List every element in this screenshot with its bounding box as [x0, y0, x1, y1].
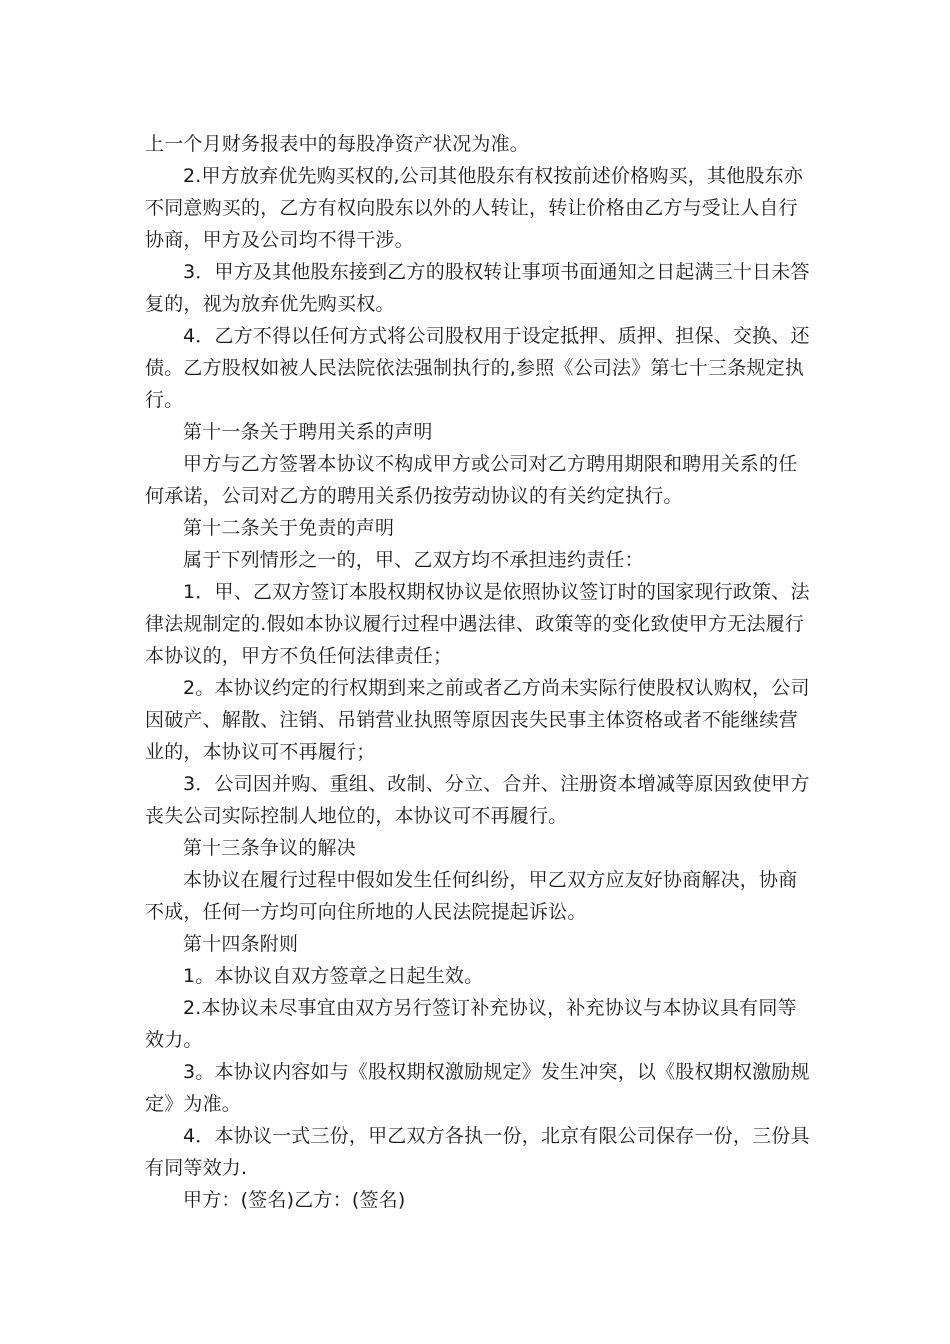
- text-line: 债。乙方股权如被人民法院依法强制执行的,参照《公司法》第七十三条规定执: [145, 357, 805, 379]
- text-line: 效力。: [145, 1029, 203, 1051]
- text-line: 4．本协议一式三份，甲乙双方各执一份，北京有限公司保存一份，三份具: [183, 1125, 810, 1147]
- text-line: 复的，视为放弃优先购买权。: [145, 293, 395, 315]
- section-heading: 第十二条关于免责的声明: [183, 517, 395, 539]
- text-line: 丧失公司实际控制人地位的，本协议可不再履行。: [145, 805, 568, 827]
- text-line: 因破产、解散、注销、吊销营业执照等原因丧失民事主体资格或者不能继续营: [145, 709, 798, 731]
- text-line: 2。本协议约定的行权期到来之前或者乙方尚未实际行使股权认购权，公司: [183, 677, 810, 699]
- text-line: 甲方与乙方签署本协议不构成甲方或公司对乙方聘用期限和聘用关系的任: [183, 453, 798, 475]
- text-line: 业的，本协议可不再履行；: [145, 741, 376, 763]
- text-line: 定》为准。: [145, 1093, 242, 1115]
- text-line: 3．甲方及其他股东接到乙方的股权转让事项书面通知之日起满三十日未答: [183, 261, 810, 283]
- text-line: 属于下列情形之一的，甲、乙双方均不承担违约责任：: [183, 549, 644, 571]
- text-line: 3．公司因并购、重组、改制、分立、合并、注册资本增减等原因致使甲方: [183, 773, 810, 795]
- text-line: 1。本协议自双方签章之日起生效。: [183, 965, 484, 987]
- text-line: 4．乙方不得以任何方式将公司股权用于设定抵押、质押、担保、交换、还: [183, 325, 810, 347]
- text-line: 何承诺，公司对乙方的聘用关系仍按劳动协议的有关约定执行。: [145, 485, 683, 507]
- text-line: 2.甲方放弃优先购买权的,公司其他股东有权按前述价格购买，其他股东亦: [183, 165, 803, 187]
- text-line: 1．甲、乙双方签订本股权期权协议是依照协议签订时的国家现行政策、法: [183, 581, 810, 603]
- text-line: 本协议在履行过程中假如发生任何纠纷，甲乙双方应友好协商解决，协商: [183, 869, 798, 891]
- section-heading: 第十四条附则: [183, 933, 299, 955]
- text-line: 上一个月财务报表中的每股净资产状况为准。: [145, 133, 530, 155]
- document-body: [145, 128, 811, 1216]
- section-heading: 第十三条争议的解决: [183, 837, 356, 859]
- text-line: 不成，任何一方均可向住所地的人民法院提起诉讼。: [145, 901, 587, 923]
- text-line: 2.本协议未尽事宜由双方另行签订补充协议，补充协议与本协议具有同等: [183, 997, 797, 1019]
- text-line: 有同等效力.: [145, 1157, 248, 1179]
- text-line: 不同意购买的，乙方有权向股东以外的人转让，转让价格由乙方与受让人自行: [145, 197, 798, 219]
- text-line: 协商，甲方及公司均不得干涉。: [145, 229, 414, 251]
- text-line: 行。: [145, 389, 184, 411]
- text-line: 本协议的，甲方不负任何法律责任；: [145, 645, 453, 667]
- text-line: 3。本协议内容如与《股权期权激励规定》发生冲突，以《股权期权激励规: [183, 1061, 810, 1083]
- text-line: 律法规制定的.假如本协议履行过程中遇法律、政策等的变化致使甲方无法履行: [145, 613, 805, 635]
- section-heading: 第十一条关于聘用关系的声明: [183, 421, 433, 443]
- signature-line: 甲方：(签名)乙方：(签名): [183, 1189, 406, 1211]
